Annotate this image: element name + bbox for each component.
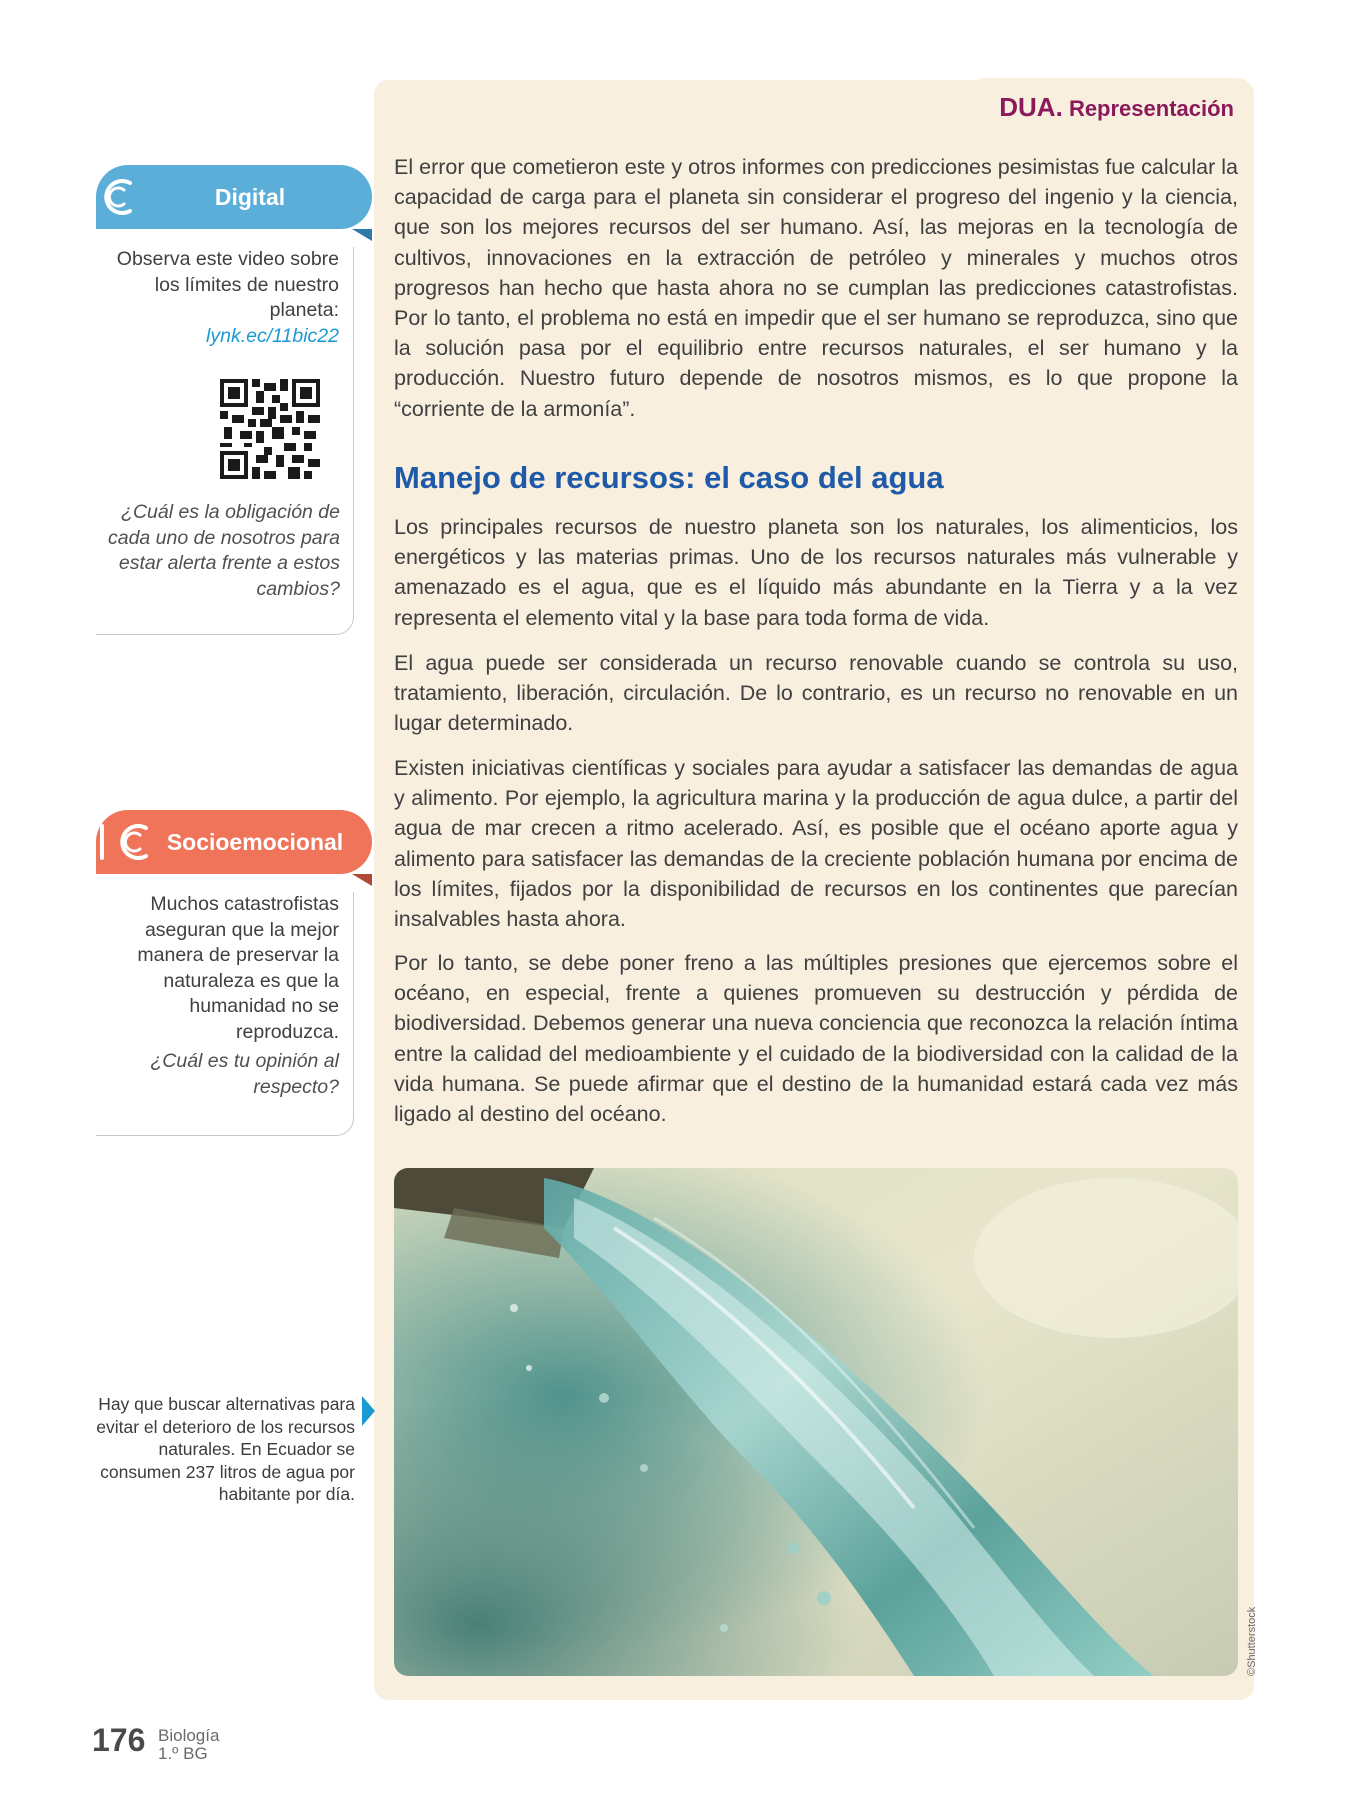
caption-arrow-icon <box>362 1396 375 1426</box>
photo-caption: Hay que buscar alternativas para evitar el deterioro de los recursos naturales. En Ecuador se consumen 237 litros de agua por habitante por día. <box>96 1394 355 1504</box>
intro-paragraph: El error que cometieron este y otros informes con predicciones pesimistas fue calcular la capacidad de carga para el planeta sin considerar el progreso del ingenio y la ciencia, que son los mejores recursos del ser humano. Así, las mejoras en la tecnología de cultivos, innovaciones en la extracción de petróleo y minerales y muchos otros progresos han hecho que hasta ahora no se cumplan las predicciones catastrofistas. Por lo tanto, el problema no está en impedir que el ser humano se reproduzca, sino que la solución pasa por el equilibrio entre recursos naturales, el ser humano y la producción. Nuestro futuro depende de nosotros mismos, es lo que propone la “corriente de la armonía”. <box>394 155 1238 421</box>
digital-body <box>96 247 354 635</box>
tab-fold <box>352 874 372 886</box>
digital-logo-icon <box>94 173 138 221</box>
section-title: Manejo de recursos: el caso del agua <box>394 460 944 495</box>
water-photo <box>394 1168 1238 1676</box>
digital-title: Digital <box>214 184 286 210</box>
tab-fold <box>352 229 372 241</box>
digital-question: ¿Cuál es la obligación de cada uno de nosotros para estar alerta frente a estos cambios? <box>107 501 340 600</box>
digital-text: Observa este video sobre los límites de nuestro planeta: <box>116 248 339 321</box>
footer-subject <box>158 1727 219 1763</box>
page-number: 176 <box>92 1722 146 1758</box>
body-paragraph: Existen iniciativas científicas y sociales para ayudar a satisfacer las demandas de agua y alimento. Por ejemplo, la agricultura marina y la producción de agua dulce, a partir del agua de mar crecen a ritmo acelerado. Así, es posible que el océano aporte agua y alimento para satisfacer las demandas de la creciente población humana por encima de los límites, fijados por la disponibilidad de recursos en los continentes que parecían insalvables hasta ahora. <box>394 756 1238 932</box>
digital-link[interactable]: lynk.ec/11bic22 <box>206 324 339 347</box>
socio-logo-icon <box>94 818 158 866</box>
socio-text: Muchos catastrofistas aseguran que la mejor manera de preservar la naturaleza es que la humanidad no se reproduzca. <box>137 893 339 1043</box>
dua-prefix: DUA. <box>999 92 1063 122</box>
body-paragraph: El agua puede ser considerada un recurso renovable cuando se controla su uso, tratamiento, liberación, circulación. De lo contrario, es un recurso no renovable en un lugar determinado. <box>394 651 1238 736</box>
grade-label: 1.º BG <box>158 1744 208 1763</box>
socio-question: ¿Cuál es tu opinión al respecto? <box>150 1050 339 1098</box>
socio-body <box>96 892 354 1136</box>
qr-code-icon[interactable] <box>220 379 320 479</box>
body-paragraph: Por lo tanto, se debe poner freno a las múltiples presiones que ejercemos sobre el océano, en especial, frente a quienes promueven su destrucción y pérdida de biodiversidad. Debemos generar una nueva conciencia que reconozca la relación íntima entre la calidad del medioambiente y el cuidado de la biodiversidad con la calidad de la vida humana. Se puede afirmar que el destino de la humanidad estará cada vez más ligado al destino del océano. <box>394 951 1238 1127</box>
subject-name: Biología <box>158 1726 220 1745</box>
dua-label <box>999 92 1234 123</box>
socio-title: Socioemocional <box>166 829 344 855</box>
body-paragraph: Los principales recursos de nuestro planeta son los naturales, los alimenticios, los energéticos y las materias primas. Uno de los recursos naturales más vulnerable y amenazado es el agua, que es el líquido más abundante en la Tierra y a la vez representa el elemento vital y la base para toda forma de vida. <box>394 515 1238 630</box>
dua-type: Representación <box>1068 96 1234 121</box>
photo-credit: ©Shutterstock <box>1246 1606 1258 1676</box>
